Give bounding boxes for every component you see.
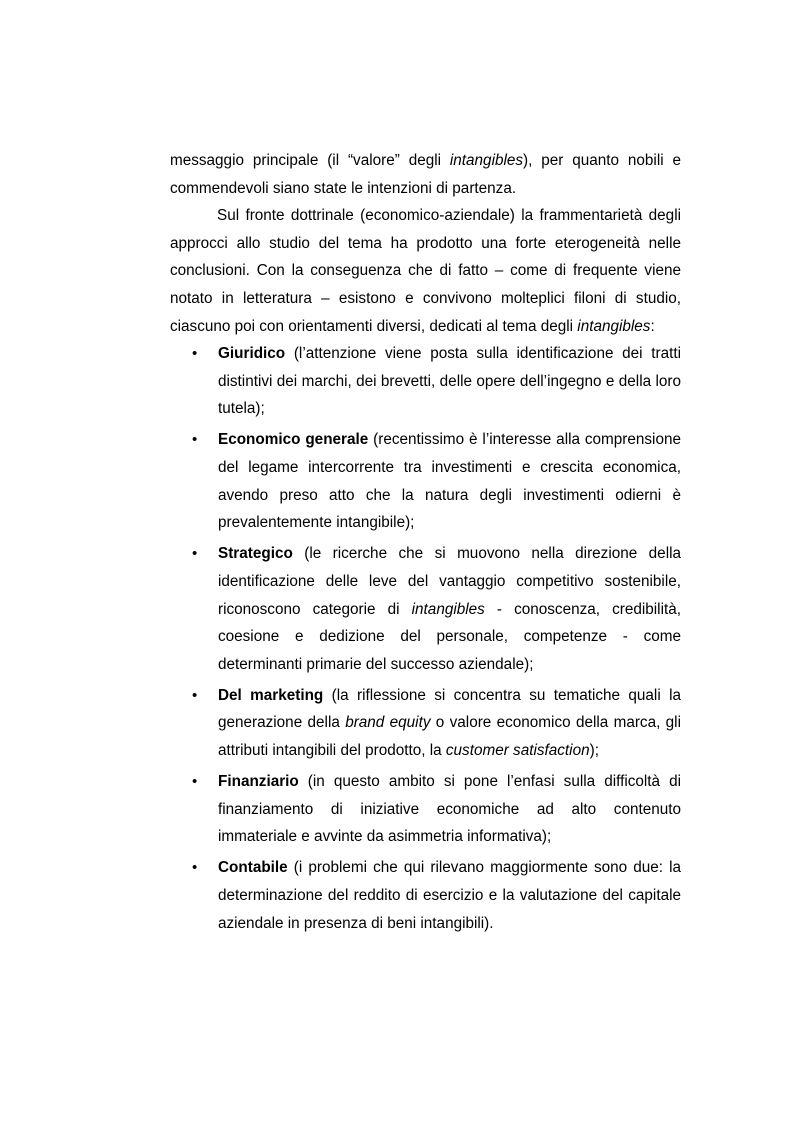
- italic-term: intangibles: [577, 317, 651, 335]
- paragraph-text: Sul fronte dottrinale (economico-aziendale) la frammentarietà degli approcci allo studio del tema ha prodotto una forte eterogeneità nelle conclusioni. Con la conseguenza che di fatto – come di frequente viene notato in letteratura – esistono e convivono molteplici filoni di studio, ciascuno poi con orientamenti diversi, dedicati al tema degli: [170, 207, 681, 335]
- bullet-icon: •: [192, 686, 198, 704]
- paragraph-text: messaggio principale (il “valore” degli: [170, 152, 450, 169]
- document-page: [170, 147, 681, 941]
- paragraph-text: :: [650, 317, 655, 335]
- list-item-strategico: [170, 540, 681, 678]
- italic-term: intangibles: [411, 600, 485, 618]
- item-term: Economico generale: [218, 431, 369, 449]
- italic-term: customer satisfaction: [445, 741, 590, 759]
- item-term: Giuridico: [218, 345, 286, 363]
- paragraph-text: ), per quanto nobili e commendevoli siano state le intenzioni di partenza.: [170, 152, 681, 197]
- bullet-icon: •: [192, 431, 198, 449]
- list-item-marketing: [170, 682, 681, 765]
- item-text: (la riflessione si concentra su tematiche quali la generazione della: [218, 686, 681, 732]
- item-term: Strategico: [218, 545, 293, 563]
- list-item-giuridico: [170, 340, 681, 423]
- item-text: - conoscenza, credibilità, coesione e dedizione del personale, competenze - come determinanti primarie del successo aziendale);: [218, 600, 681, 673]
- italic-term: brand equity: [345, 714, 431, 732]
- item-term: Del marketing: [218, 686, 324, 704]
- bullet-icon: •: [192, 859, 198, 877]
- paragraph-doctrinal: [170, 202, 681, 340]
- bullet-icon: •: [192, 773, 198, 791]
- bullet-icon: •: [192, 345, 198, 363]
- item-text: (in questo ambito si pone l’enfasi sulla difficoltà di finanziamento di iniziative economiche ad alto contenuto immateriale e avvinte da asimmetria informativa);: [218, 773, 681, 846]
- bullet-list: [170, 340, 681, 937]
- item-text: (i problemi che qui rilevano maggiormente sono due: la determinazione del reddito di esercizio e la valutazione del capitale aziendale in presenza di beni intangibili).: [218, 859, 681, 932]
- item-term: Contabile: [218, 859, 288, 877]
- item-text: (l’attenzione viene posta sulla identificazione dei tratti distintivi dei marchi, dei brevetti, delle opere dell’ingegno e della loro tutela);: [218, 345, 681, 418]
- item-text: );: [589, 741, 599, 759]
- list-item-contabile: [170, 854, 681, 937]
- paragraph-continuation: [170, 147, 681, 202]
- list-item-economico-generale: [170, 426, 681, 536]
- item-text: (recentissimo è l’interesse alla comprensione del legame intercorrente tra investimenti e crescita economica, avendo preso atto che la natura degli investimenti odierni è prevalentemente intangibile);: [218, 431, 681, 532]
- italic-term: intangibles: [449, 152, 524, 169]
- item-term: Finanziario: [218, 773, 299, 791]
- item-text: (le ricerche che si muovono nella direzione della identificazione delle leve del vantaggio competitivo sostenibile, riconoscono categorie di: [218, 545, 681, 618]
- bullet-icon: •: [192, 545, 198, 563]
- item-text: o valore economico della marca, gli attributi intangibili del prodotto, la: [218, 714, 681, 759]
- list-item-finanziario: [170, 768, 681, 851]
